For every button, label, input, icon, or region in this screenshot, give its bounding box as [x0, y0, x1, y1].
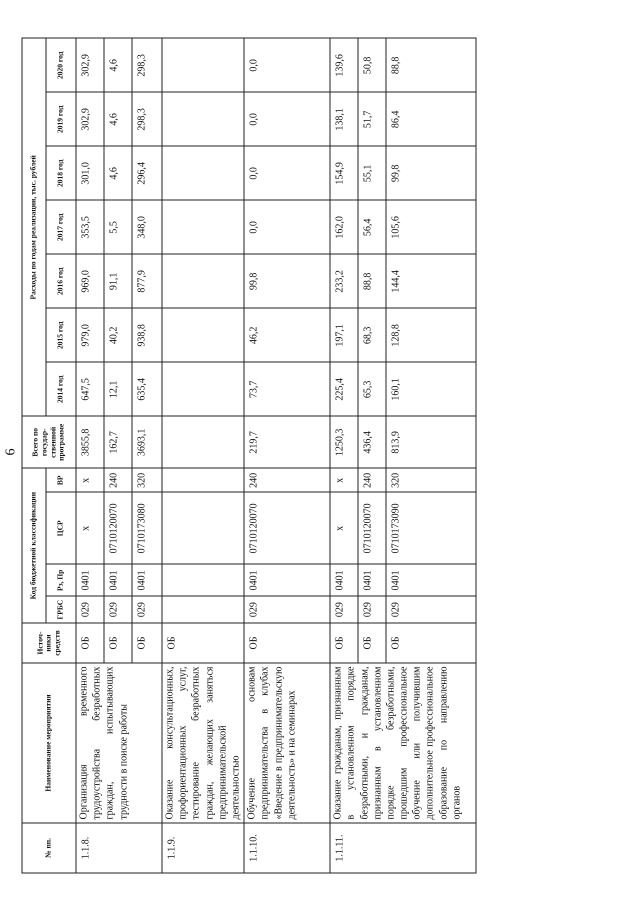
year-cell: 4,6 — [104, 38, 132, 92]
rzpr-cell: 0401 — [358, 564, 386, 596]
year-cell — [162, 146, 244, 200]
year-cell: 302,9 — [76, 92, 104, 146]
source-cell: ОБ — [104, 623, 132, 663]
header-source: Источ-ники средств — [22, 623, 76, 663]
source-cell: ОБ — [358, 623, 386, 663]
header-rzpr: Рз, Пр — [46, 564, 76, 596]
header-expenses-group: Расходы по годам реализации, тыс. рублей — [22, 38, 46, 416]
year-cell — [162, 362, 244, 416]
total-cell: 3855,8 — [76, 416, 104, 468]
year-cell — [162, 200, 244, 254]
rzpr-cell: 0401 — [244, 564, 330, 596]
year-cell: 233,2 — [330, 254, 358, 308]
table-row — [330, 38, 358, 873]
header-name: Наименование мероприятия — [22, 663, 76, 823]
row-number: 1.1.11. — [330, 823, 476, 873]
year-cell: 0,0 — [244, 38, 330, 92]
total-cell — [162, 416, 244, 468]
year-cell: 51,7 — [358, 92, 386, 146]
grbs-cell — [162, 596, 244, 623]
table-row — [76, 38, 104, 873]
year-cell: 99,8 — [244, 254, 330, 308]
year-cell: 4,6 — [104, 92, 132, 146]
year-cell: 91,1 — [104, 254, 132, 308]
header-year-2015: 2015 год — [46, 308, 76, 362]
year-cell: 877,9 — [132, 254, 162, 308]
header-grbs: ГРБС — [46, 596, 76, 623]
grbs-cell: 029 — [244, 596, 330, 623]
csr-cell: 0710120070 — [358, 492, 386, 564]
csr-cell: 0710120070 — [244, 492, 330, 564]
year-cell — [162, 92, 244, 146]
year-cell: 139,6 — [330, 38, 358, 92]
csr-cell: х — [76, 492, 104, 564]
source-cell: ОБ — [244, 623, 330, 663]
total-cell: 436,4 — [358, 416, 386, 468]
year-cell: 88,8 — [358, 254, 386, 308]
source-cell: ОБ — [132, 623, 162, 663]
year-cell: 128,8 — [386, 308, 476, 362]
year-cell: 162,0 — [330, 200, 358, 254]
year-cell: 197,1 — [330, 308, 358, 362]
rzpr-cell: 0401 — [76, 564, 104, 596]
header-num: № пп. — [22, 823, 76, 873]
source-cell: ОБ — [330, 623, 358, 663]
year-cell: 12,1 — [104, 362, 132, 416]
row-number: 1.1.8. — [76, 823, 162, 873]
year-cell: 144,4 — [386, 254, 476, 308]
year-cell: 5,5 — [104, 200, 132, 254]
rzpr-cell: 0401 — [386, 564, 476, 596]
grbs-cell: 029 — [104, 596, 132, 623]
csr-cell: 0710120070 — [104, 492, 132, 564]
vr-cell: 320 — [386, 468, 476, 492]
header-total: Всего по государ-ственной программе — [22, 416, 76, 468]
rotated-page — [0, 5, 640, 900]
total-cell: 3693,1 — [132, 416, 162, 468]
year-cell: 154,9 — [330, 146, 358, 200]
header-code-group: Код бюджетной классификации — [22, 468, 46, 623]
grbs-cell: 029 — [132, 596, 162, 623]
header-year-2019: 2019 год — [46, 92, 76, 146]
page-number: 6 — [3, 448, 19, 456]
grbs-cell: 029 — [386, 596, 476, 623]
year-cell: 65,3 — [358, 362, 386, 416]
grbs-cell: 029 — [330, 596, 358, 623]
rzpr-cell: 0401 — [104, 564, 132, 596]
year-cell: 969,0 — [76, 254, 104, 308]
header-csr: ЦСР — [46, 492, 76, 564]
year-cell: 68,3 — [358, 308, 386, 362]
year-cell: 302,9 — [76, 38, 104, 92]
row-name: Обучение основам предпринимательства в клубах «Введение в предпринимательскую деятельность» и на семинарах — [244, 663, 330, 823]
year-cell — [162, 38, 244, 92]
rzpr-cell: 0401 — [330, 564, 358, 596]
year-cell: 40,2 — [104, 308, 132, 362]
year-cell: 938,8 — [132, 308, 162, 362]
budget-table — [22, 38, 477, 874]
year-cell: 105,6 — [386, 200, 476, 254]
vr-cell: 240 — [104, 468, 132, 492]
year-cell — [162, 308, 244, 362]
year-cell — [162, 254, 244, 308]
vr-cell — [162, 468, 244, 492]
year-cell: 979,0 — [76, 308, 104, 362]
total-cell: 813,9 — [386, 416, 476, 468]
row-number: 1.1.9. — [162, 823, 244, 873]
year-cell: 4,6 — [104, 146, 132, 200]
vr-cell: 320 — [132, 468, 162, 492]
header-year-2018: 2018 год — [46, 146, 76, 200]
year-cell: 0,0 — [244, 200, 330, 254]
grbs-cell: 029 — [76, 596, 104, 623]
source-cell: ОБ — [162, 623, 244, 663]
year-cell: 353,5 — [76, 200, 104, 254]
year-cell: 86,4 — [386, 92, 476, 146]
row-number: 1.1.10. — [244, 823, 330, 873]
source-cell: ОБ — [76, 623, 104, 663]
year-cell: 88,8 — [386, 38, 476, 92]
year-cell: 73,7 — [244, 362, 330, 416]
total-cell: 1250,3 — [330, 416, 358, 468]
year-cell: 635,4 — [132, 362, 162, 416]
year-cell: 56,4 — [358, 200, 386, 254]
csr-cell: х — [330, 492, 358, 564]
csr-cell — [162, 492, 244, 564]
rzpr-cell — [162, 564, 244, 596]
vr-cell: 240 — [244, 468, 330, 492]
header-year-2020: 2020 год — [46, 38, 76, 92]
year-cell: 348,0 — [132, 200, 162, 254]
total-cell: 162,7 — [104, 416, 132, 468]
year-cell: 298,3 — [132, 92, 162, 146]
grbs-cell: 029 — [358, 596, 386, 623]
csr-cell: 0710173090 — [386, 492, 476, 564]
header-year-2014: 2014 год — [46, 362, 76, 416]
vr-cell: х — [76, 468, 104, 492]
year-cell: 46,2 — [244, 308, 330, 362]
vr-cell: 240 — [358, 468, 386, 492]
table-row — [162, 38, 244, 873]
header-year-2017: 2017 год — [46, 200, 76, 254]
header-year-2016: 2016 год — [46, 254, 76, 308]
year-cell: 647,5 — [76, 362, 104, 416]
row-name: Организация временного трудоустройства безработных граждан, испытывающих трудности в поиске работы — [76, 663, 162, 823]
year-cell: 225,4 — [330, 362, 358, 416]
rzpr-cell: 0401 — [132, 564, 162, 596]
row-name: Оказание гражданам, признанным в установленном порядке безработными, и гражданам, признанным в установленном порядке безработными, прошедшим профессиональное обучение или получившим дополнительное профессиональное образование по направлению органов — [330, 663, 476, 823]
year-cell: 55,1 — [358, 146, 386, 200]
year-cell: 298,3 — [132, 38, 162, 92]
vr-cell: х — [330, 468, 358, 492]
table-row — [244, 38, 330, 873]
header-vr: ВР — [46, 468, 76, 492]
year-cell: 301,0 — [76, 146, 104, 200]
year-cell: 50,8 — [358, 38, 386, 92]
year-cell: 160,1 — [386, 362, 476, 416]
year-cell: 296,4 — [132, 146, 162, 200]
row-name: Оказание консультационных, профориентационных услуг, тестирование безработных граждан, желающих заняться предпринимательской деятельностью — [162, 663, 244, 823]
source-cell: ОБ — [386, 623, 476, 663]
total-cell: 219,7 — [244, 416, 330, 468]
year-cell: 138,1 — [330, 92, 358, 146]
year-cell: 0,0 — [244, 92, 330, 146]
year-cell: 99,8 — [386, 146, 476, 200]
csr-cell: 0710173080 — [132, 492, 162, 564]
year-cell: 0,0 — [244, 146, 330, 200]
